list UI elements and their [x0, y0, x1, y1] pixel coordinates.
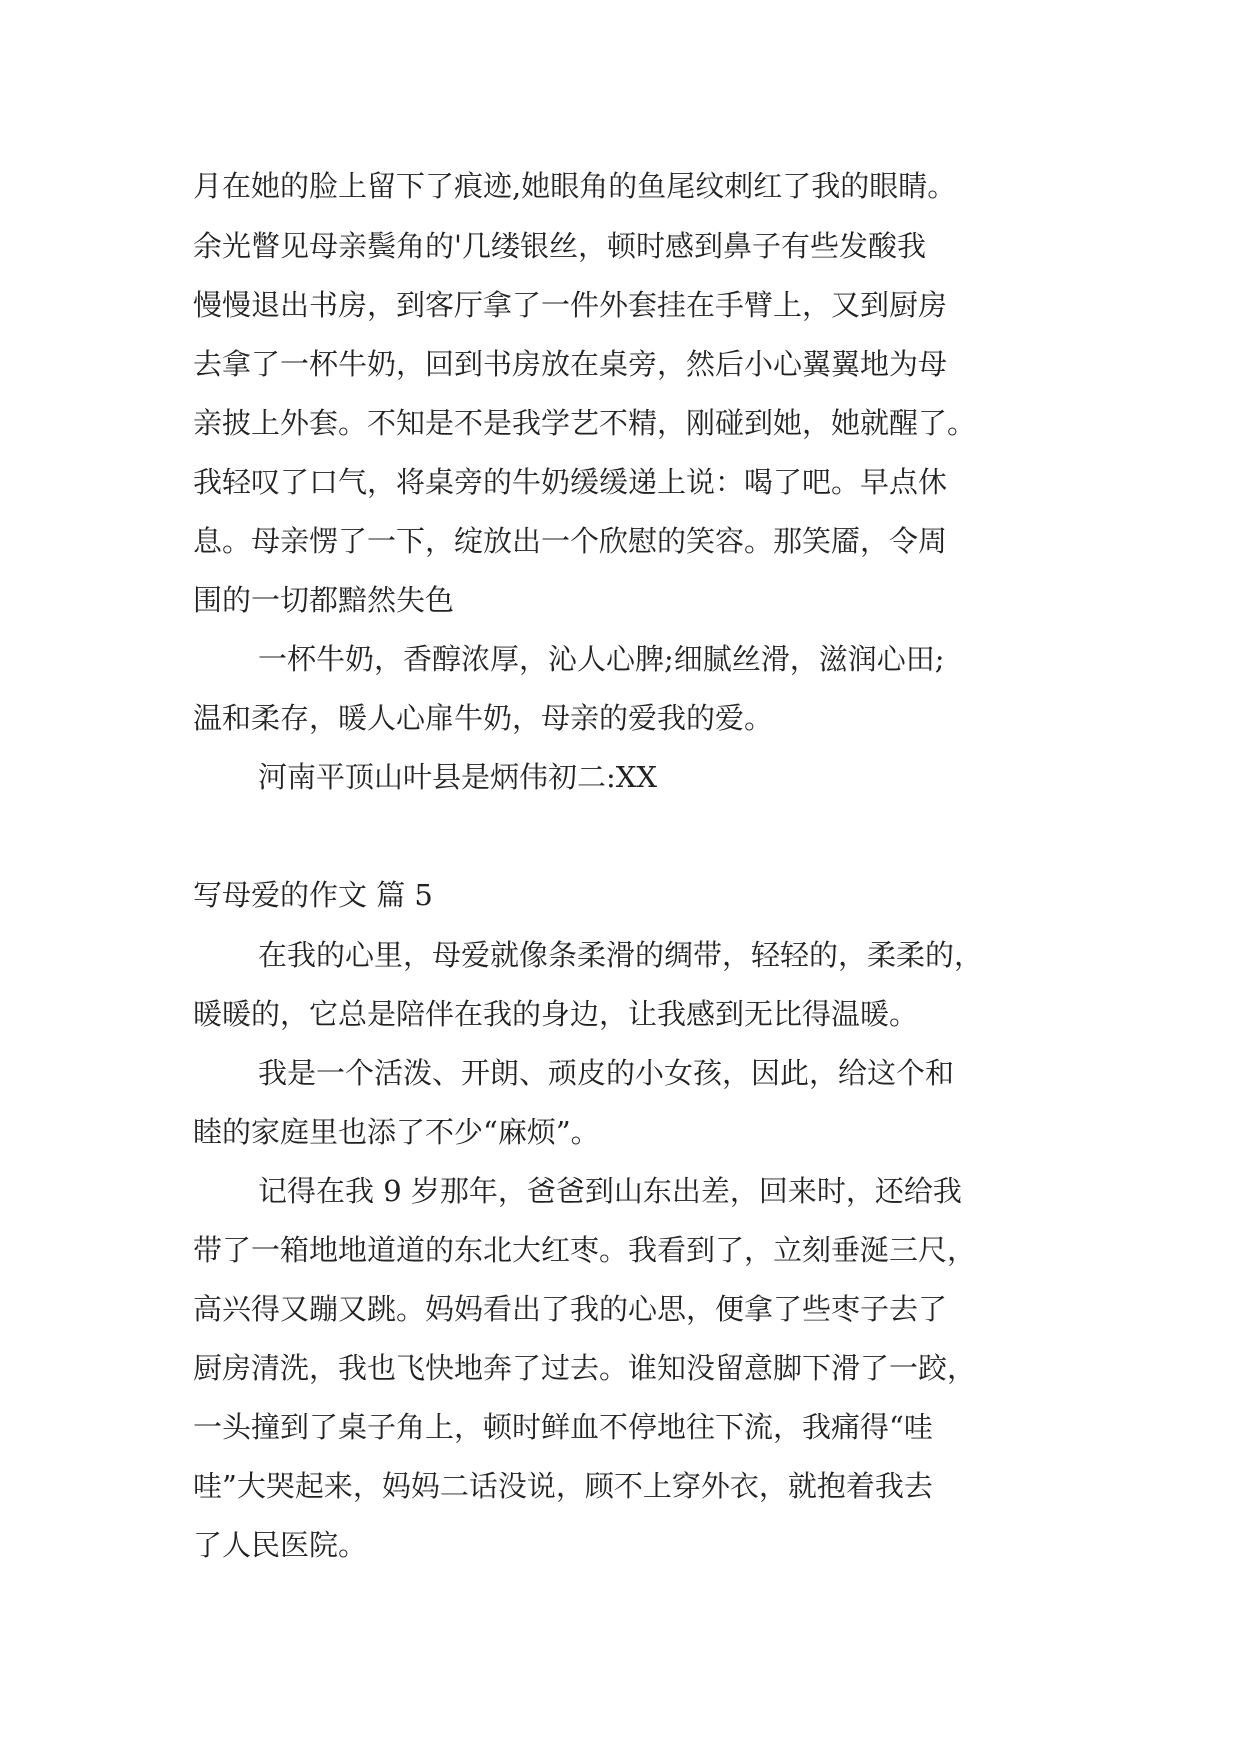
text-line: 我轻叹了口气，将桌旁的牛奶缓缓递上说：喝了吧。早点休 — [193, 465, 948, 499]
text-line: 亲披上外套。不知是不是我学艺不精，刚碰到她，她就醒了。 — [193, 406, 977, 440]
text-line: 带了一箱地地道道的东北大红枣。我看到了，立刻垂涎三尺， — [193, 1233, 977, 1267]
section-heading: 写母爱的作文 篇 5 — [193, 878, 433, 912]
text-line: 厨房清洗，我也飞快地奔了过去。谁知没留意脚下滑了一跤， — [193, 1351, 977, 1385]
author-signature: 河南平顶山叶县是炳伟初二:XX — [258, 760, 658, 794]
text-line: 暖暖的，它总是陪伴在我的身边，让我感到无比得温暖。 — [193, 997, 919, 1031]
text-line: 睦的家庭里也添了不少“麻烦”。 — [193, 1115, 600, 1149]
text-line: 息。母亲愣了一下，绽放出一个欣慰的笑容。那笑靥，令周 — [193, 524, 948, 558]
paragraph-first-line: 记得在我 9 岁那年，爸爸到山东出差，回来时，还给我 — [258, 1174, 962, 1208]
text-line: 月在她的脸上留下了痕迹,她眼角的鱼尾纹刺红了我的眼睛。 — [193, 169, 957, 203]
text-line: 高兴得又蹦又跳。妈妈看出了我的心思，便拿了些枣子去了 — [193, 1292, 948, 1326]
text-line: 慢慢退出书房，到客厅拿了一件外套挂在手臂上，又到厨房 — [193, 288, 948, 322]
text-line: 去拿了一杯牛奶，回到书房放在桌旁，然后小心翼翼地为母 — [193, 347, 948, 381]
text-line: 一头撞到了桌子角上，顿时鲜血不停地往下流，我痛得“哇 — [193, 1410, 933, 1444]
paragraph-first-line: 我是一个活泼、开朗、顽皮的小女孩，因此，给这个和 — [258, 1056, 955, 1090]
text-line: 围的一切都黯然失色 — [193, 583, 455, 617]
paragraph-first-line: 在我的心里，母爱就像条柔滑的绸带，轻轻的，柔柔的， — [258, 938, 984, 972]
text-line: 余光瞥见母亲鬓角的'几缕银丝，顿时感到鼻子有些发酸我 — [193, 229, 926, 263]
paragraph-first-line: 一杯牛奶，香醇浓厚，沁人心脾;细腻丝滑，滋润心田; — [258, 642, 945, 676]
text-line: 了人民医院。 — [193, 1528, 368, 1562]
text-line: 温和柔存，暖人心扉牛奶，母亲的爱我的爱。 — [193, 701, 774, 735]
text-line: 哇”大哭起来，妈妈二话没说，顾不上穿外衣，就抱着我去 — [193, 1469, 933, 1503]
